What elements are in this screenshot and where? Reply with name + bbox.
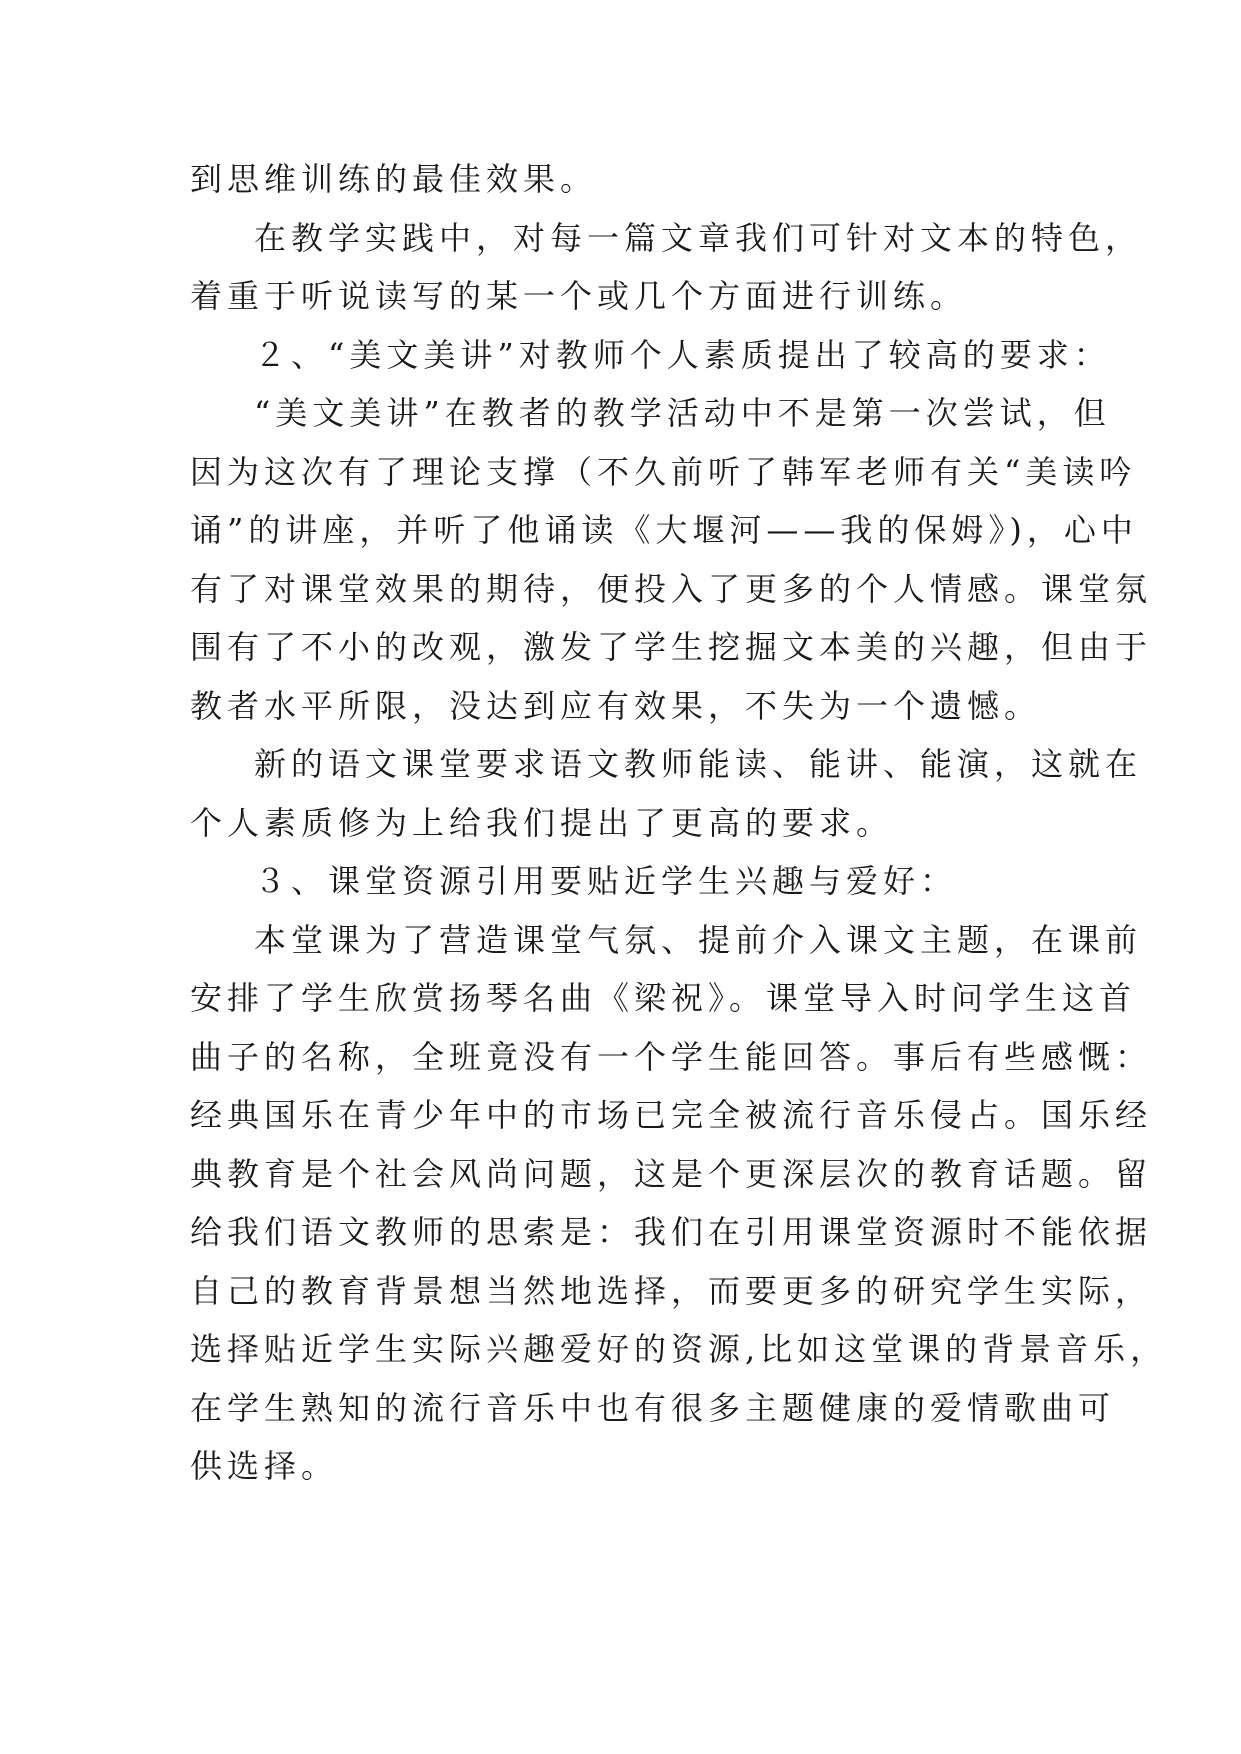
- text-line: 因为这次有了理论支撑（不久前听了韩军老师有关“美读吟: [190, 452, 1137, 491]
- text-line: 曲子的名称，全班竟没有一个学生能回答。事后有些感慨：: [190, 1037, 1153, 1076]
- text-line: 着重于听说读写的某一个或几个方面进行训练。: [190, 277, 968, 315]
- text-line: 在教学实践中，对每一篇文章我们可针对文本的特色，: [254, 218, 1143, 257]
- text-line: 在学生熟知的流行音乐中也有很多主题健康的爱情歌曲可: [190, 1388, 1116, 1427]
- text-line: 新的语文课堂要求语文教师能读、能讲、能演，这就在: [254, 745, 1143, 783]
- text-line: 围有了不小的改观，激发了学生挖掘文本美的兴趣，但由于: [190, 628, 1153, 666]
- text-line: 本堂课为了营造课堂气氛、提前介入课文主题，在课前: [254, 920, 1143, 959]
- text-line: 有了对课堂效果的期待，便投入了更多的个人情感。课堂氛: [190, 569, 1153, 608]
- text-line: 给我们语文教师的思索是：我们在引用课堂资源时不能依据: [190, 1213, 1153, 1251]
- text-line: 经典国乐在青少年中的市场已完全被流行音乐侵占。国乐经: [190, 1096, 1153, 1134]
- text-line: 教者水平所限，没达到应有效果，不失为一个遗憾。: [190, 686, 1042, 725]
- text-line: 安排了学生欣赏扬琴名曲《梁祝》。课堂导入时问学生这首: [190, 979, 1137, 1017]
- body-text: [190, 150, 1168, 1496]
- text-line: 选择贴近学生实际兴趣爱好的资源,比如这堂课的背景音乐，: [190, 1330, 1168, 1368]
- section-heading: ３、课堂资源引用要贴近学生兴趣与爱好：: [254, 862, 958, 900]
- text-line: 到思维训练的最佳效果。: [190, 160, 598, 198]
- text-line: “美文美讲”在教者的教学活动中不是第一次尝试，但: [254, 394, 1111, 432]
- text-line: 自己的教育背景想当然地选择，而要更多的研究学生实际，: [190, 1271, 1153, 1310]
- text-line: 个人素质修为上给我们提出了更高的要求。: [190, 803, 894, 842]
- text-line: 典教育是个社会风尚问题，这是个更深层次的教育话题。留: [190, 1154, 1153, 1193]
- section-heading: ２、“美文美讲”对教师个人素质提出了较高的要求：: [254, 335, 1111, 374]
- text-line: 诵”的讲座，并听了他诵读《大堰河——我的保姆》)，心中: [190, 511, 1138, 549]
- text-line: 供选择。: [190, 1447, 339, 1485]
